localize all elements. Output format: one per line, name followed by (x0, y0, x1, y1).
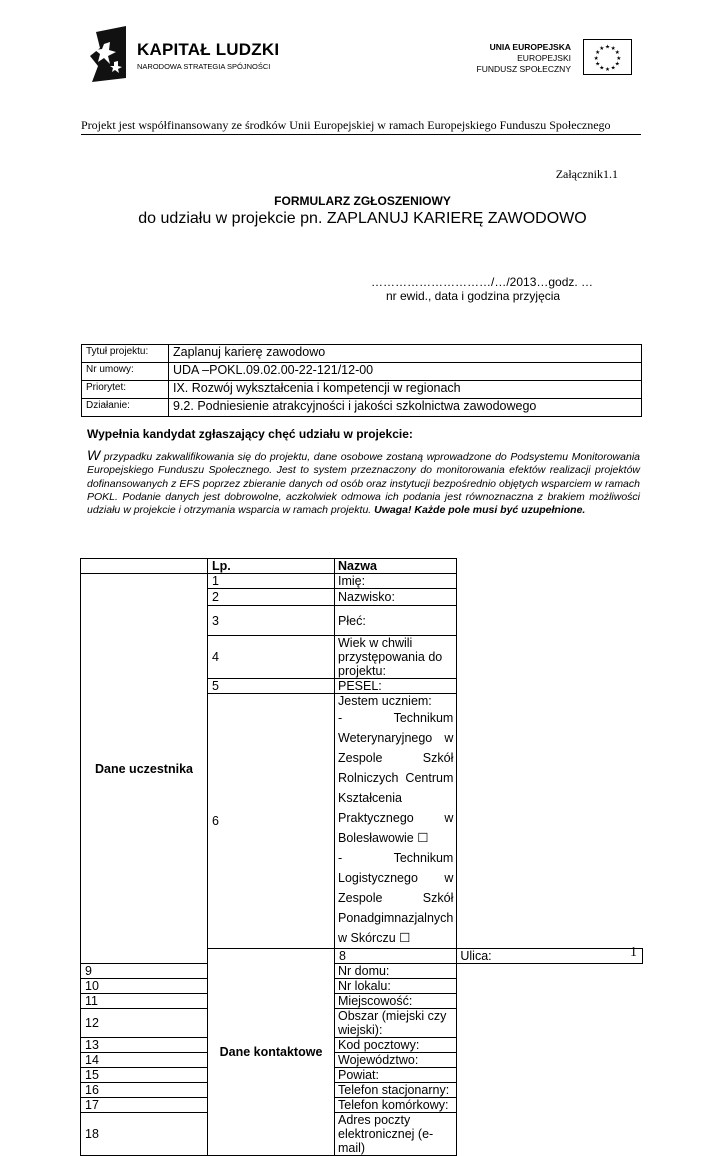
annex-label: Załącznik1.1 (555, 167, 618, 181)
table-row (81, 1113, 643, 1156)
school-label: Jestem uczniem: (338, 694, 432, 708)
table-row (82, 381, 642, 399)
field-mobile[interactable]: Telefon komórkowy: (335, 1098, 457, 1113)
participant-table (80, 558, 643, 1156)
field-last-name[interactable]: Nazwisko: (335, 589, 457, 606)
field-street[interactable]: Ulica: (457, 949, 643, 964)
svg-text:★: ★ (610, 46, 616, 53)
form-subtitle: do udziału w projekcie pn. ZAPLANUJ KARIERĘ ZAWODOWO (138, 210, 587, 227)
field-landline[interactable]: Telefon stacjonarny: (335, 1083, 457, 1098)
svg-text:★: ★ (614, 50, 620, 57)
field-pesel[interactable]: PESEL: (335, 679, 457, 694)
field-voivodeship[interactable]: Województwo: (335, 1053, 457, 1068)
info-key: Priorytet: (82, 381, 169, 399)
svg-text:★: ★ (599, 65, 605, 72)
eu-flag-icon (583, 39, 632, 75)
field-first-name[interactable]: Imię: (335, 574, 457, 589)
info-value: UDA –POKL.09.02.00-22-121/12-00 (169, 363, 642, 381)
table-row (81, 1053, 643, 1068)
row-lp: 8 (335, 949, 457, 964)
school-option-weterynaryjne[interactable]: - Technikum Weterynaryjnego w Zespole Szkół Rolniczych Centrum Kształcenia Praktycznego w Bolesławowie ☐ (338, 711, 454, 845)
table-row (81, 1083, 643, 1098)
kapital-ludzki-title: KAPITAŁ LUDZKI (137, 40, 280, 59)
svg-text:★: ★ (610, 65, 616, 72)
row-lp: 5 (208, 679, 335, 694)
page-number: 1 (630, 945, 637, 960)
info-value: Zaplanuj karierę zawodowo (169, 345, 642, 363)
row-lp: 16 (81, 1083, 208, 1098)
field-gender[interactable]: Płeć: (335, 606, 457, 636)
row-lp: 2 (208, 589, 335, 606)
row-lp: 10 (81, 979, 208, 994)
field-school[interactable] (335, 694, 457, 949)
table-row (81, 979, 643, 994)
field-city[interactable]: Miejscowość: (335, 994, 457, 1009)
table-row (81, 1068, 643, 1083)
svg-text:★: ★ (616, 55, 622, 62)
svg-text:★: ★ (614, 61, 620, 68)
row-lp: 14 (81, 1053, 208, 1068)
registration-caption: nr ewid., data i godzina przyjęcia (386, 289, 561, 303)
field-age[interactable]: Wiek w chwili przystępowania do projektu: (335, 636, 457, 679)
instructions-warning: Uwaga! Każde pole musi być uzupełnione. (374, 504, 586, 517)
drop-cap: W (87, 447, 101, 463)
row-lp: 1 (208, 574, 335, 589)
header-blank (81, 559, 208, 574)
svg-text:★: ★ (593, 55, 599, 62)
table-header-row (81, 559, 643, 574)
table-row (82, 399, 642, 417)
registration-field[interactable]: …………………………/…/2013…godz. … (371, 275, 594, 289)
field-email[interactable]: Adres poczty elektronicznej (e-mail) (335, 1113, 457, 1156)
school-option-logistyczne[interactable]: - Technikum Logistycznego w Zespole Szkół Ponadgimnazjalnych w Skórczu ☐ (338, 851, 454, 945)
row-lp: 4 (208, 636, 335, 679)
info-key: Tytuł projektu: (82, 345, 169, 363)
instructions-paragraph (87, 449, 640, 517)
group-contact: Dane kontaktowe (208, 949, 335, 1156)
row-lp: 11 (81, 994, 208, 1009)
info-value: 9.2. Podniesienie atrakcyjności i jakości szkolnictwa zawodowego (169, 399, 642, 417)
row-lp: 9 (81, 964, 208, 979)
table-row (81, 994, 643, 1009)
svg-text:★: ★ (595, 50, 601, 57)
ue-fund-line2: FUNDUSZ SPOŁECZNY (476, 64, 571, 74)
project-info-table (81, 344, 642, 417)
table-row (81, 1038, 643, 1053)
table-row (81, 1009, 643, 1038)
info-key: Działanie: (82, 399, 169, 417)
header-divider (81, 134, 641, 135)
field-area[interactable]: Obszar (miejski czy wiejski): (335, 1009, 457, 1038)
cofinancing-note: Projekt jest współfinansowany ze środków Unii Europejskiej w ramach Europejskiego Funduszu Społecznego (81, 118, 611, 132)
table-row (81, 1098, 643, 1113)
field-apartment[interactable]: Nr lokalu: (335, 979, 457, 994)
form-title: FORMULARZ ZGŁOSZENIOWY (274, 194, 451, 208)
header-lp: Lp. (208, 559, 335, 574)
svg-text:★: ★ (599, 46, 605, 53)
row-lp: 18 (81, 1113, 208, 1156)
info-key: Nr umowy: (82, 363, 169, 381)
header-name: Nazwa (335, 559, 457, 574)
ue-label: UNIA EUROPEJSKA (489, 42, 571, 52)
field-county[interactable]: Powiat: (335, 1068, 457, 1083)
table-row (81, 964, 643, 979)
group-participant: Dane uczestnika (81, 574, 208, 964)
field-postal-code[interactable]: Kod pocztowy: (335, 1038, 457, 1053)
row-lp: 3 (208, 606, 335, 636)
table-row (82, 363, 642, 381)
row-lp: 15 (81, 1068, 208, 1083)
row-lp: 13 (81, 1038, 208, 1053)
table-row (81, 574, 643, 589)
row-lp: 12 (81, 1009, 208, 1038)
instructions-body: przypadku zakwalifikowania się do projektu, dane osobowe zostaną wprowadzone do Podsystemu Monitorowania Europejskiego Funduszu Społecznego. Jest to system przeznaczony do monitorowania efektów realizacji projektów dofinansowanych z EFS poprzez zbieranie danych od osób oraz instytucji bezpośrednio objętych wsparciem w ramach POKL. Podanie danych jest dobrowolne, aczkolwiek odmowa ich podania jest równoznaczna z brakiem możliwości udziału w projekcie i otrzymania wsparcia w ramach projektu. (87, 451, 640, 517)
row-lp: 6 (208, 694, 335, 949)
ue-fund-line1: EUROPEJSKI (517, 53, 571, 63)
kapital-ludzki-subtitle: NARODOWA STRATEGIA SPÓJNOŚCI (137, 62, 271, 71)
svg-text:★: ★ (604, 67, 611, 74)
info-value: IX. Rozwój wykształcenia i kompetencji w regionach (169, 381, 642, 399)
svg-text:★: ★ (604, 44, 611, 51)
field-house-number[interactable]: Nr domu: (335, 964, 457, 979)
row-lp: 17 (81, 1098, 208, 1113)
table-row (82, 345, 642, 363)
instructions-heading: Wypełnia kandydat zgłaszający chęć udziału w projekcie: (87, 427, 413, 441)
svg-text:★: ★ (595, 61, 601, 68)
